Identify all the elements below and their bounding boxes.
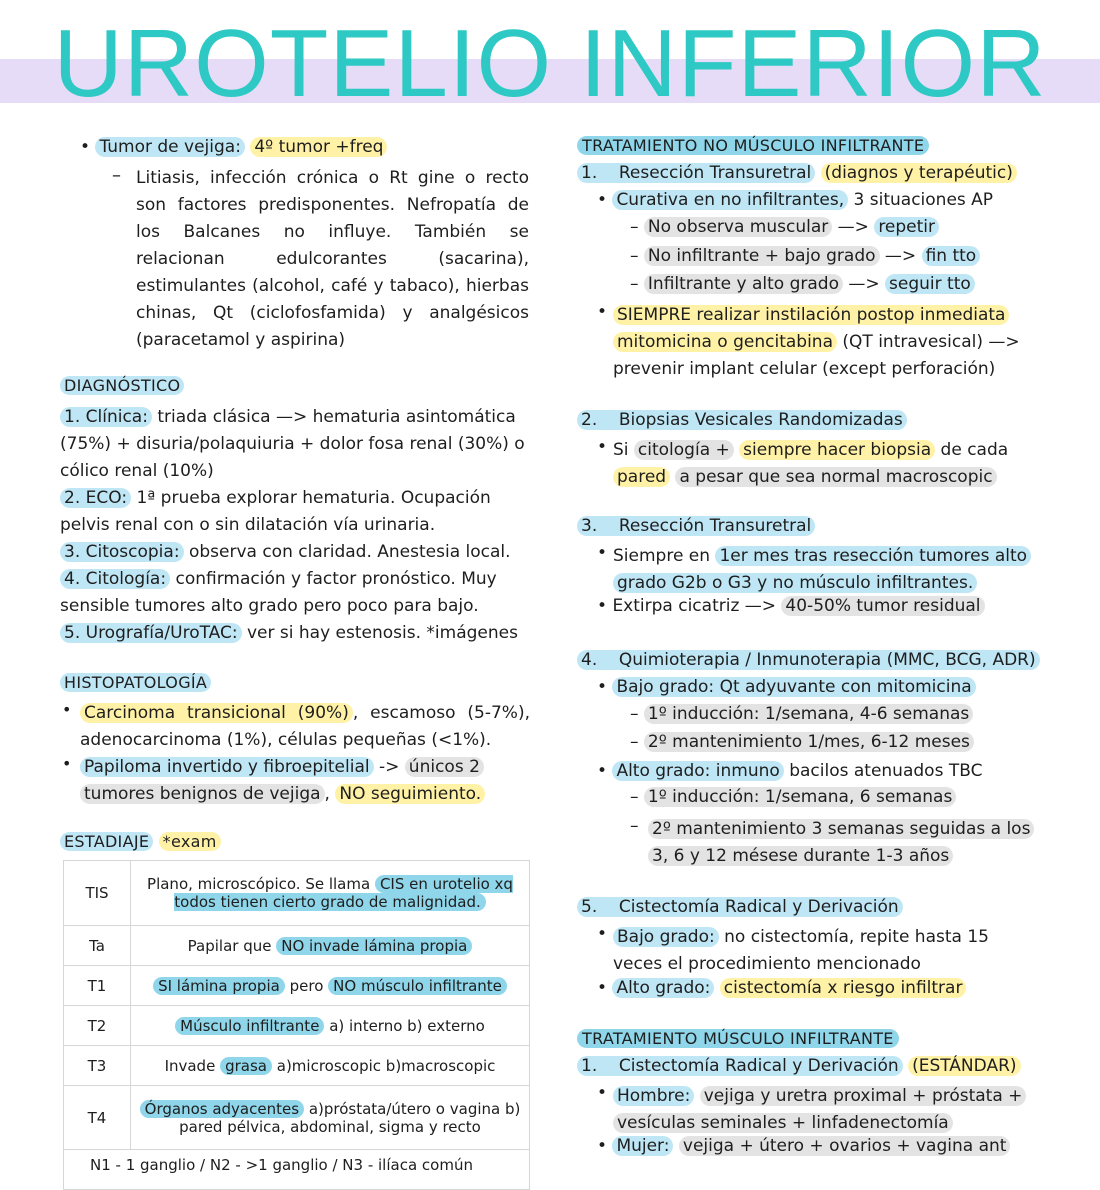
bullet-icon: •	[597, 543, 608, 563]
s1-siempre: SIEMPRE realizar instilación postop inmediata mitomicina o gencitabina (QT intravesical) —> prevenir implant celular (except perforación)	[613, 305, 1020, 379]
mi-heading: TRATAMIENTO MÚSCULO INFILTRANTE	[577, 1029, 899, 1048]
bullet-icon: •	[62, 754, 72, 773]
bullet-icon: •	[597, 924, 608, 944]
stage-cell: Ta	[64, 926, 131, 966]
intro-bullet: • Tumor de vejiga: 4º tumor +freq	[80, 137, 387, 157]
diagnostico-item: 1. Clínica: triada clásica —> hematuria asintomática (75%) + disuria/polaquiuria + dolor fosa renal (30%) o cólico renal (10%)	[60, 407, 525, 481]
section-3-title: 3. Resección Transuretral	[577, 516, 815, 536]
s4-bajo-sub: – 2º mantenimiento 1/mes, 6-12 meses	[630, 732, 974, 752]
stage-desc: SI lámina propia pero NO músculo infiltrante	[131, 966, 530, 1006]
nmi-heading: TRATAMIENTO NO MÚSCULO INFILTRANTE	[577, 136, 929, 155]
s4-bajo: • Bajo grado: Qt adyuvante con mitomicina	[597, 677, 976, 697]
s4-alto-sub2: 2º mantenimiento 3 semanas seguidas a los 3, 6 y 12 mésese durante 1-3 años	[648, 816, 1048, 870]
bullet-icon: •	[597, 302, 608, 322]
section-2-title: 2. Biopsias Vesicales Randomizadas	[577, 410, 907, 430]
diagnostico-item: 4. Citología: confirmación y factor pronóstico. Muy sensible tumores alto grado pero poco para bajo.	[60, 569, 497, 616]
dash-icon: –	[112, 165, 121, 186]
s3-text: Siempre en 1er mes tras resección tumores alto grado G2b o G3 y no músculo infiltrantes.	[613, 543, 1053, 597]
stage-cell: T4	[64, 1086, 131, 1150]
stage-desc: Órganos adyacentes a)próstata/útero o vagina b) pared pélvica, abdominal, sigma y recto	[131, 1086, 530, 1150]
stage-desc: Papilar que NO invade lámina propia	[131, 926, 530, 966]
s4-alto: • Alto grado: inmuno bacilos atenuados TBC	[597, 761, 983, 781]
m1-hombre: Hombre: vejiga y uretra proximal + próstata + vesículas seminales + linfadenectomía	[613, 1083, 1053, 1137]
histopatologia-heading: HISTOPATOLOGÍA	[60, 673, 211, 692]
table-row	[64, 1006, 530, 1046]
table-row	[64, 1046, 530, 1086]
histo-item-2: Papiloma invertido y fibroepitelial -> únicos 2 tumores benignos de vejiga , NO seguimiento.	[80, 754, 535, 808]
mi-section-1-title: 1. Cistectomía Radical y Derivación (ESTÁNDAR)	[577, 1056, 1021, 1076]
m1-mujer: • Mujer: vejiga + útero + ovarios + vagina ant	[597, 1136, 1010, 1156]
intro-note: 4º tumor +freq	[250, 137, 387, 157]
section-4-title: 4. Quimioterapia / Inmunoterapia (MMC, BCG, ADR)	[577, 650, 1040, 670]
s3-extirpa: • Extirpa cicatriz —> 40-50% tumor residual	[597, 596, 985, 616]
bullet-icon: •	[597, 437, 608, 457]
page-title: UROTELIO INFERIOR	[53, 10, 1047, 117]
estadiaje-table	[63, 860, 530, 1190]
s1-sub-item: – Infiltrante y alto grado —> seguir tto	[630, 274, 975, 294]
s1-sub-item: – No observa muscular —> repetir	[630, 217, 939, 237]
stage-desc: Plano, microscópico. Se llama CIS en urotelio xq todos tienen cierto grado de malignidad.	[131, 861, 530, 926]
stage-cell: T1	[64, 966, 131, 1006]
s1-curativa: • Curativa en no infiltrantes, 3 situaciones AP	[597, 190, 994, 210]
section-1-title: 1. Resección Transuretral (diagnos y terapéutic)	[577, 163, 1017, 183]
diagnostico-item: 2. ECO: 1ª prueba explorar hematuria. Ocupación pelvis renal con o sin dilatación vía urinaria.	[60, 488, 491, 535]
histo-item-1: Carcinoma transicional (90%) , escamoso (5-7%), adenocarcinoma (1%), células pequeñas (<1%).	[80, 703, 530, 750]
diagnostico-item: 3. Citoscopia: observa con claridad. Anestesia local.	[60, 539, 530, 566]
table-row	[64, 1086, 530, 1150]
s4-alto-sub: – 1º inducción: 1/semana, 6 semanas	[630, 787, 956, 807]
table-row	[64, 966, 530, 1006]
s4-bajo-sub: – 1º inducción: 1/semana, 4-6 semanas	[630, 704, 973, 724]
bullet-icon: •	[62, 700, 72, 719]
n-stage-cell: N1 - 1 ganglio / N2 - >1 ganglio / N3 - ilíaca común	[64, 1150, 530, 1190]
diagnostico-heading: DIAGNÓSTICO	[60, 376, 184, 395]
s5-bajo: Bajo grado: no cistectomía, repite hasta 15 veces el procedimiento mencionado	[613, 927, 989, 974]
s2-text: Si citología + siempre hacer biopsia de cada pared a pesar que sea normal macroscopic	[613, 440, 1009, 487]
dash-icon: –	[630, 816, 639, 836]
diagnostico-list	[60, 404, 530, 647]
stage-cell: T3	[64, 1046, 131, 1086]
table-row	[64, 926, 530, 966]
stage-desc: Invade grasa a)microscopic b)macroscopic	[131, 1046, 530, 1086]
intro-text: Litiasis, infección crónica o Rt gine o recto son factores predisponentes. Nefropatía de los Balcanes no influye. También se relacionan edulcorantes (sacarina), estimulantes (alcohol, café y tabaco), hierbas chinas, Qt (ciclofosfamida) y analgésicos (paracetamol y aspirina)	[136, 168, 529, 350]
stage-cell: TIS	[64, 861, 131, 926]
s5-alto: • Alto grado: cistectomía x riesgo infiltrar	[597, 978, 966, 998]
stage-cell: T2	[64, 1006, 131, 1046]
table-row	[64, 1150, 530, 1190]
estadiaje-heading: ESTADIAJE *exam	[60, 832, 221, 851]
section-5-title: 5. Cistectomía Radical y Derivación	[577, 897, 903, 917]
bullet-icon: •	[597, 1083, 608, 1103]
diagnostico-item: 5. Urografía/UroTAC: ver si hay estenosis. *imágenes	[60, 620, 530, 647]
s1-sub-item: – No infiltrante + bajo grado —> fin tto	[630, 246, 980, 266]
stage-desc: Músculo infiltrante a) interno b) externo	[131, 1006, 530, 1046]
intro-label: Tumor de vejiga:	[95, 137, 245, 157]
table-row	[64, 861, 530, 926]
